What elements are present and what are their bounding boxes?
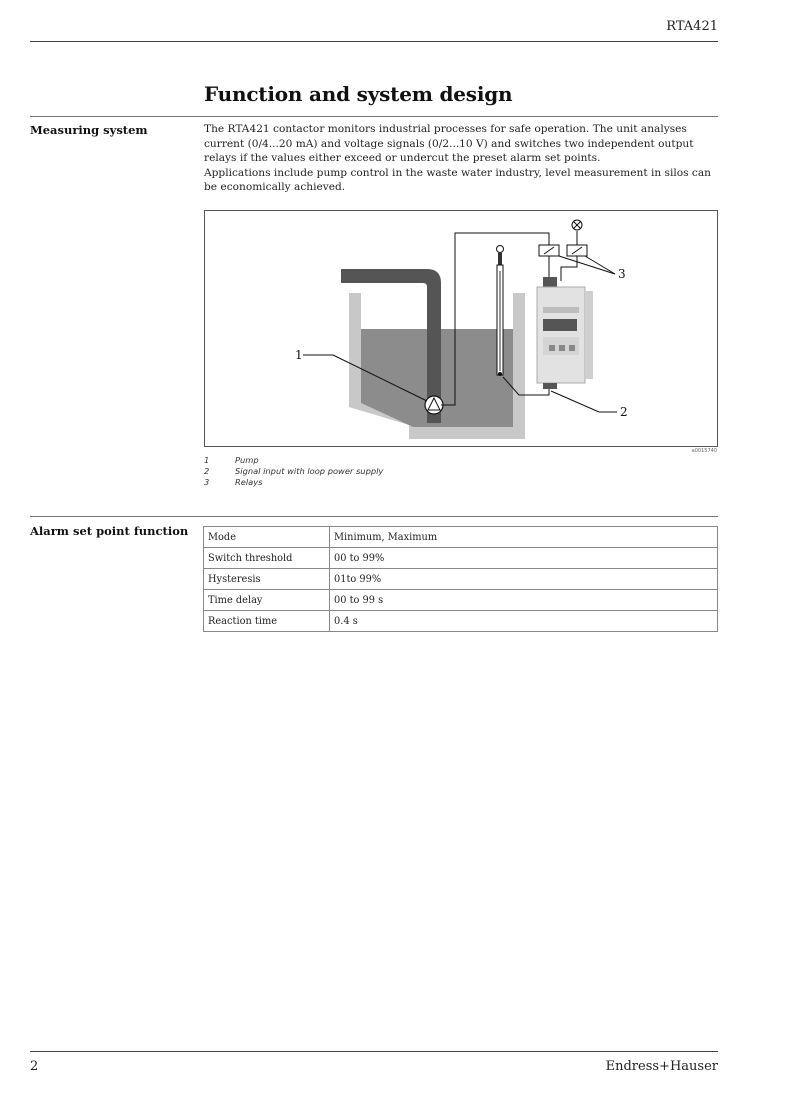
table-row (204, 548, 718, 569)
measuring-system-paragraph-2: Applications include pump control in the waste water industry, level measurement in silos can be economically achieved. (204, 166, 711, 194)
figure-code: a0015740 (691, 448, 717, 454)
spec-value: 00 to 99% (330, 548, 718, 569)
probe-connector (498, 253, 502, 265)
page-number: 2 (30, 1059, 39, 1074)
legend-item (204, 477, 383, 488)
device-button-plus (559, 345, 565, 351)
alarm-set-point-label: Alarm set point function (30, 524, 189, 538)
spec-key: Switch threshold (204, 548, 330, 569)
device-terminal-top (543, 277, 557, 287)
probe-tip (498, 372, 502, 376)
table-row (204, 569, 718, 590)
spec-value: 0.4 s (330, 611, 718, 632)
legend-item (204, 455, 383, 466)
spec-key: Hysteresis (204, 569, 330, 590)
section-title: Function and system design (204, 82, 513, 106)
legend-text: Signal input with loop power supply (235, 466, 384, 476)
alarm-spec-table (203, 526, 718, 632)
measuring-system-label: Measuring system (30, 123, 148, 137)
system-diagram-graphic (205, 211, 717, 446)
legend-text: Pump (235, 455, 259, 465)
document-model-header: RTA421 (666, 19, 718, 34)
footer-rule (30, 1051, 718, 1052)
spec-value: 01to 99% (330, 569, 718, 590)
device-button-minus (549, 345, 555, 351)
callout-2: 2 (620, 405, 628, 419)
device-button-enter (569, 345, 575, 351)
brand-name: Endress+Hauser (605, 1059, 718, 1074)
spec-value: Minimum, Maximum (330, 527, 718, 548)
legend-text: Relays (235, 477, 263, 487)
spec-value: 00 to 99 s (330, 590, 718, 611)
probe-head-icon (497, 246, 504, 253)
device-display (543, 319, 577, 331)
section-rule (30, 116, 718, 117)
figure-legend (204, 455, 383, 488)
measuring-system-description (204, 122, 720, 195)
callout-1: 1 (295, 348, 303, 362)
legend-number: 1 (204, 455, 210, 465)
table-row (204, 611, 718, 632)
callout-3: 3 (618, 267, 626, 281)
measuring-system-paragraph-1: The RTA421 contactor monitors industrial processes for safe operation. The unit analyses current (0/4...20 mA) and voltage signals (0/2...10 V) and switches two independent output relays if the values either exceed or undercut the preset alarm set points. (204, 123, 694, 165)
rta421-device (537, 287, 585, 383)
spec-key: Time delay (204, 590, 330, 611)
table-row (204, 590, 718, 611)
alarm-section-rule (30, 516, 718, 517)
spec-key: Mode (204, 527, 330, 548)
header-rule (30, 41, 718, 42)
spec-key: Reaction time (204, 611, 330, 632)
system-diagram (204, 210, 718, 447)
legend-number: 3 (204, 477, 210, 487)
legend-item (204, 466, 383, 477)
table-row (204, 527, 718, 548)
device-terminal-bottom (543, 383, 557, 389)
legend-number: 2 (204, 466, 210, 476)
